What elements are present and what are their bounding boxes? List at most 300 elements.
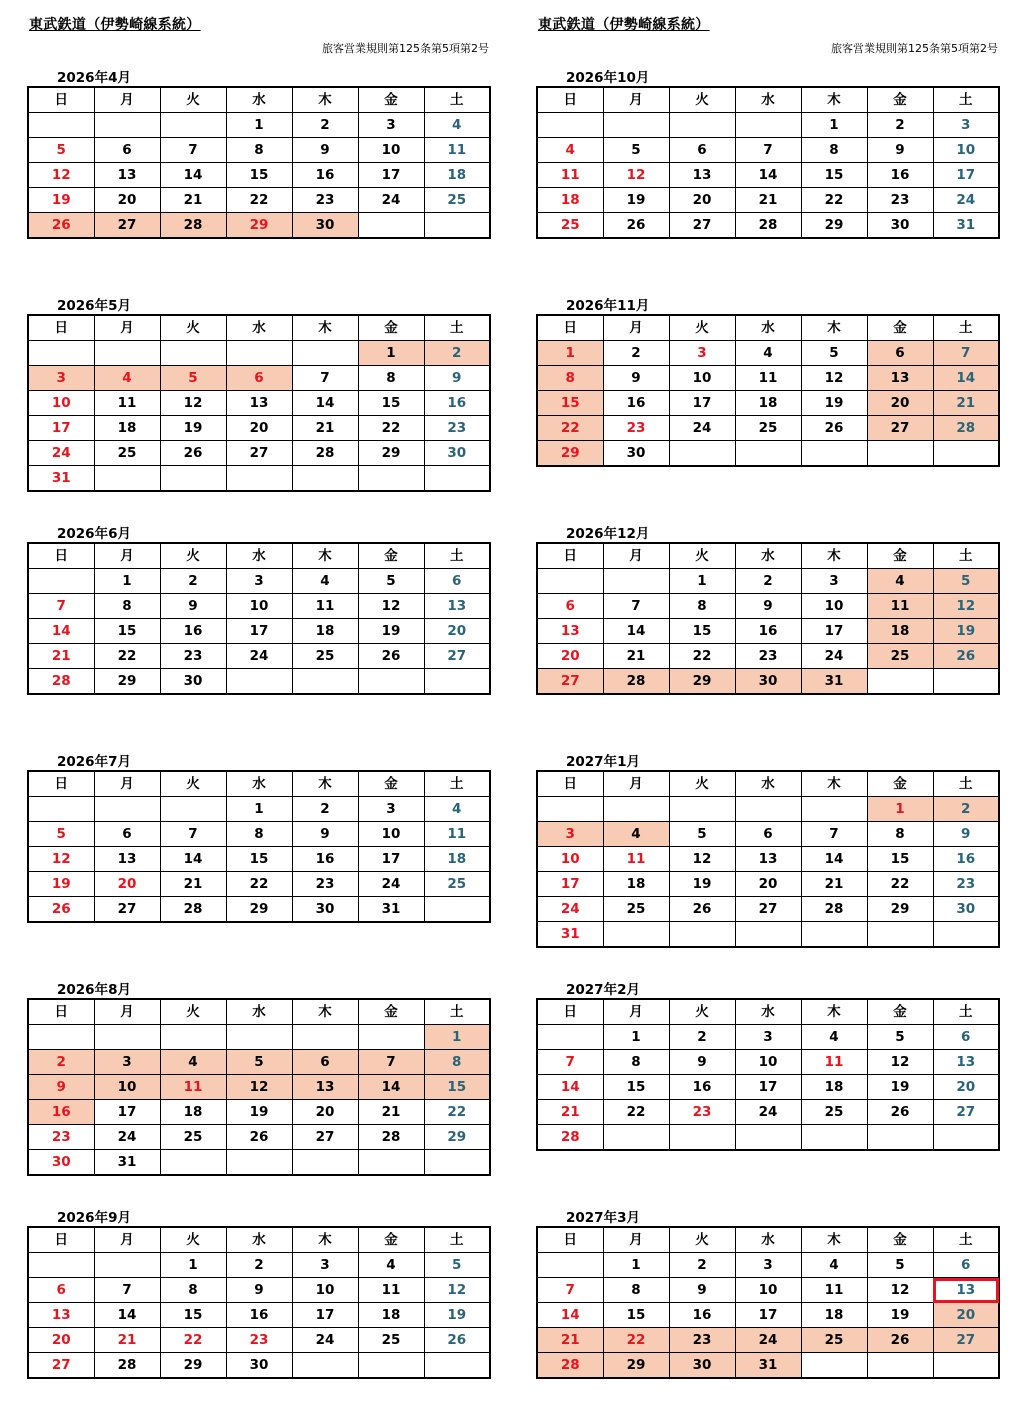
day-cell: 8 [603,1050,669,1075]
day-cell: 25 [801,1328,867,1353]
weekday-header: 金 [358,999,424,1025]
month-grid [27,770,491,923]
empty-cell [669,441,735,467]
day-cell: 12 [28,847,94,872]
day-cell: 26 [28,213,94,239]
day-cell: 6 [94,822,160,847]
day-cell: 9 [424,366,490,391]
day-cell: 17 [226,619,292,644]
day-cell: 6 [537,594,603,619]
day-cell: 2 [735,569,801,594]
week-row [537,897,999,922]
week-row [537,366,999,391]
week-row [28,1050,490,1075]
week-row [537,1125,999,1151]
day-cell: 20 [669,188,735,213]
day-cell: 19 [933,619,999,644]
empty-cell [669,797,735,822]
empty-cell [867,1125,933,1151]
weekday-header: 土 [933,87,999,113]
day-cell: 20 [226,416,292,441]
day-cell: 12 [669,847,735,872]
day-cell: 4 [603,822,669,847]
day-cell: 15 [603,1303,669,1328]
day-cell: 14 [28,619,94,644]
weekday-header: 金 [867,999,933,1025]
day-cell: 11 [424,138,490,163]
weekday-header: 木 [292,87,358,113]
weekday-header: 日 [537,315,603,341]
day-cell: 23 [292,872,358,897]
day-cell: 30 [28,1150,94,1176]
day-cell: 25 [94,441,160,466]
week-row [28,1278,490,1303]
week-row [28,416,490,441]
day-cell: 11 [867,594,933,619]
month-label: 2026年10月 [566,70,650,86]
empty-cell [867,1353,933,1379]
day-cell: 15 [867,847,933,872]
day-cell: 11 [160,1075,226,1100]
weekday-header: 土 [933,543,999,569]
regulation-reference: 旅客営業規則第125条第5項第2号 [322,42,489,55]
month-grid [27,314,491,492]
weekday-header: 金 [867,87,933,113]
empty-cell [94,1025,160,1050]
week-row [28,872,490,897]
week-row [28,569,490,594]
weekday-header: 火 [669,999,735,1025]
day-cell: 3 [537,822,603,847]
day-cell: 15 [603,1075,669,1100]
weekday-header: 水 [735,999,801,1025]
day-cell: 13 [292,1075,358,1100]
weekday-header: 月 [603,1227,669,1253]
day-cell: 15 [226,163,292,188]
day-cell: 2 [424,341,490,366]
day-cell: 12 [603,163,669,188]
day-cell: 8 [801,138,867,163]
weekday-header: 日 [537,999,603,1025]
day-cell: 27 [867,416,933,441]
day-cell: 12 [160,391,226,416]
day-cell: 4 [867,569,933,594]
day-cell: 19 [424,1303,490,1328]
day-cell: 18 [292,619,358,644]
day-cell: 1 [358,341,424,366]
empty-cell [160,113,226,138]
day-cell: 2 [28,1050,94,1075]
day-cell: 24 [358,872,424,897]
empty-cell [537,113,603,138]
weekday-header: 日 [537,543,603,569]
weekday-header: 日 [28,1227,94,1253]
weekday-header: 土 [424,1227,490,1253]
day-cell: 15 [669,619,735,644]
day-cell: 18 [424,847,490,872]
week-row [537,138,999,163]
day-cell: 26 [933,644,999,669]
day-cell: 26 [603,213,669,239]
day-cell: 9 [292,138,358,163]
month-grid [536,1226,1000,1379]
column-header-1 [29,14,489,58]
day-cell: 21 [28,644,94,669]
day-cell: 11 [358,1278,424,1303]
month-label: 2026年9月 [57,1210,131,1226]
day-cell: 17 [735,1075,801,1100]
weekday-header: 火 [669,543,735,569]
day-cell: 29 [160,1353,226,1379]
week-row [28,188,490,213]
week-row [28,1025,490,1050]
day-cell: 29 [424,1125,490,1150]
day-cell: 19 [867,1303,933,1328]
day-cell: 24 [669,416,735,441]
day-cell: 12 [801,366,867,391]
day-cell: 21 [537,1100,603,1125]
day-cell: 30 [933,897,999,922]
day-cell: 23 [28,1125,94,1150]
empty-cell [801,797,867,822]
week-row [28,822,490,847]
month-label: 2027年3月 [566,1210,640,1226]
day-cell: 5 [424,1253,490,1278]
day-cell: 14 [537,1075,603,1100]
day-cell: 5 [603,138,669,163]
day-cell: 21 [94,1328,160,1353]
day-cell: 5 [669,822,735,847]
day-cell: 20 [537,644,603,669]
empty-cell [160,1150,226,1176]
day-cell: 3 [735,1253,801,1278]
empty-cell [669,113,735,138]
week-row [28,847,490,872]
week-row [28,138,490,163]
weekday-header: 木 [801,87,867,113]
day-cell: 15 [160,1303,226,1328]
week-row [537,922,999,948]
empty-cell [292,669,358,695]
day-cell: 16 [292,847,358,872]
day-cell: 4 [292,569,358,594]
day-cell: 9 [603,366,669,391]
day-cell: 28 [94,1353,160,1379]
day-cell: 25 [424,188,490,213]
day-cell: 20 [424,619,490,644]
empty-cell [603,113,669,138]
day-cell: 4 [801,1025,867,1050]
weekday-header-row [537,771,999,797]
weekday-header: 木 [292,315,358,341]
empty-cell [933,922,999,948]
week-row [537,1278,999,1303]
weekday-header: 土 [933,315,999,341]
weekday-header: 火 [160,543,226,569]
empty-cell [603,797,669,822]
day-cell: 18 [603,872,669,897]
day-cell: 17 [669,391,735,416]
day-cell: 26 [358,644,424,669]
day-cell: 21 [292,416,358,441]
day-cell: 25 [292,644,358,669]
empty-cell [160,797,226,822]
day-cell: 20 [94,872,160,897]
day-cell: 12 [867,1050,933,1075]
week-row [537,341,999,366]
week-row [537,669,999,695]
empty-cell [867,441,933,467]
empty-cell [28,1253,94,1278]
day-cell: 25 [424,872,490,897]
day-cell: 10 [933,138,999,163]
month-label: 2026年7月 [57,754,131,770]
weekday-header-row [28,315,490,341]
day-cell: 13 [537,619,603,644]
empty-cell [603,1125,669,1151]
weekday-header: 金 [867,315,933,341]
weekday-header: 火 [160,315,226,341]
day-cell: 12 [424,1278,490,1303]
day-cell: 12 [933,594,999,619]
day-cell: 6 [424,569,490,594]
day-cell: 8 [226,822,292,847]
week-row [28,1303,490,1328]
weekday-header: 日 [537,1227,603,1253]
day-cell: 18 [358,1303,424,1328]
empty-cell [358,213,424,239]
day-cell: 15 [424,1075,490,1100]
day-cell: 16 [933,847,999,872]
week-row [28,466,490,492]
week-row [28,1253,490,1278]
empty-cell [424,1353,490,1379]
day-cell: 1 [867,797,933,822]
day-cell: 17 [358,847,424,872]
day-cell: 22 [801,188,867,213]
day-cell: 27 [424,644,490,669]
day-cell: 6 [28,1278,94,1303]
day-cell: 15 [537,391,603,416]
day-cell: 8 [94,594,160,619]
day-cell: 25 [537,213,603,239]
day-cell: 8 [226,138,292,163]
week-row [28,797,490,822]
day-cell: 1 [669,569,735,594]
month-grid [27,542,491,695]
day-cell: 30 [160,669,226,695]
weekday-header: 月 [94,999,160,1025]
day-cell: 10 [28,391,94,416]
day-cell: 11 [603,847,669,872]
day-cell: 31 [537,922,603,948]
day-cell: 28 [933,416,999,441]
day-cell: 7 [735,138,801,163]
week-row [537,416,999,441]
weekday-header: 月 [94,771,160,797]
weekday-header: 月 [94,543,160,569]
weekday-header: 日 [537,771,603,797]
day-cell: 17 [735,1303,801,1328]
day-cell: 28 [537,1353,603,1379]
empty-cell [226,341,292,366]
empty-cell [801,922,867,948]
weekday-header: 水 [735,771,801,797]
weekday-header-row [537,999,999,1025]
day-cell: 14 [801,847,867,872]
weekday-header-row [537,543,999,569]
empty-cell [537,569,603,594]
weekday-header: 土 [933,999,999,1025]
weekday-header: 水 [735,87,801,113]
empty-cell [424,669,490,695]
day-cell: 14 [160,163,226,188]
day-cell: 6 [933,1025,999,1050]
day-cell: 1 [424,1025,490,1050]
day-cell: 22 [603,1100,669,1125]
week-row [537,1075,999,1100]
day-cell: 21 [358,1100,424,1125]
month-grid [27,998,491,1176]
week-row [537,113,999,138]
day-cell: 1 [603,1025,669,1050]
day-cell: 25 [160,1125,226,1150]
weekday-header: 木 [801,999,867,1025]
day-cell: 30 [735,669,801,695]
day-cell: 25 [358,1328,424,1353]
day-cell: 17 [28,416,94,441]
day-cell: 27 [735,897,801,922]
day-cell: 13 [867,366,933,391]
day-cell: 27 [292,1125,358,1150]
day-cell: 28 [28,669,94,695]
week-row [537,163,999,188]
day-cell: 20 [933,1075,999,1100]
weekday-header: 土 [933,1227,999,1253]
week-row [28,619,490,644]
day-cell: 27 [28,1353,94,1379]
weekday-header-row [28,543,490,569]
empty-cell [28,341,94,366]
empty-cell [867,922,933,948]
day-cell: 7 [603,594,669,619]
day-cell: 13 [424,594,490,619]
day-cell: 18 [94,416,160,441]
day-cell: 4 [537,138,603,163]
week-row [28,366,490,391]
week-row [28,1100,490,1125]
empty-cell [358,1150,424,1176]
day-cell: 28 [801,897,867,922]
weekday-header: 火 [160,771,226,797]
weekday-header: 月 [603,771,669,797]
week-row [537,872,999,897]
month-label: 2026年5月 [57,298,131,314]
weekday-header: 木 [801,315,867,341]
day-cell: 14 [603,619,669,644]
day-cell: 20 [28,1328,94,1353]
day-cell: 7 [933,341,999,366]
day-cell: 12 [28,163,94,188]
weekday-header: 火 [160,87,226,113]
day-cell: 11 [292,594,358,619]
day-cell: 4 [735,341,801,366]
day-cell: 10 [358,822,424,847]
day-cell: 24 [735,1328,801,1353]
day-cell: 3 [669,341,735,366]
day-cell: 6 [226,366,292,391]
week-row [537,188,999,213]
day-cell: 3 [933,113,999,138]
day-cell: 31 [94,1150,160,1176]
weekday-header: 日 [28,999,94,1025]
empty-cell [28,569,94,594]
day-cell: 12 [226,1075,292,1100]
weekday-header: 金 [358,1227,424,1253]
empty-cell [801,1353,867,1379]
day-cell: 5 [28,138,94,163]
day-cell: 14 [292,391,358,416]
weekday-header: 水 [226,771,292,797]
day-cell: 26 [160,441,226,466]
day-cell: 30 [603,441,669,467]
day-cell: 29 [226,897,292,923]
document-title: 東武鉄道（伊勢崎線系統） [29,17,201,33]
day-cell: 28 [358,1125,424,1150]
empty-cell [424,213,490,239]
day-cell: 17 [94,1100,160,1125]
day-cell: 24 [292,1328,358,1353]
day-cell: 6 [292,1050,358,1075]
day-cell: 4 [94,366,160,391]
day-cell: 23 [603,416,669,441]
day-cell: 31 [933,213,999,239]
day-cell: 19 [669,872,735,897]
weekday-header: 金 [358,315,424,341]
day-cell: 3 [801,569,867,594]
day-cell: 16 [226,1303,292,1328]
day-cell: 22 [537,416,603,441]
empty-cell [226,466,292,492]
week-row [537,569,999,594]
weekday-header: 日 [28,543,94,569]
month-label: 2026年12月 [566,526,650,542]
day-cell: 7 [160,822,226,847]
day-cell: 1 [226,113,292,138]
empty-cell [94,1253,160,1278]
weekday-header: 火 [669,771,735,797]
day-cell: 11 [424,822,490,847]
weekday-header: 月 [94,315,160,341]
week-row [537,1025,999,1050]
weekday-header-row [537,87,999,113]
day-cell: 8 [867,822,933,847]
day-cell: 31 [801,669,867,695]
weekday-header: 月 [603,87,669,113]
day-cell: 28 [735,213,801,239]
day-cell: 1 [801,113,867,138]
empty-cell [292,341,358,366]
day-cell: 2 [226,1253,292,1278]
day-cell: 9 [669,1278,735,1303]
weekday-header: 月 [94,1227,160,1253]
empty-cell [933,441,999,467]
day-cell: 21 [603,644,669,669]
day-cell: 9 [867,138,933,163]
day-cell: 24 [537,897,603,922]
day-cell: 8 [603,1278,669,1303]
day-cell: 5 [801,341,867,366]
